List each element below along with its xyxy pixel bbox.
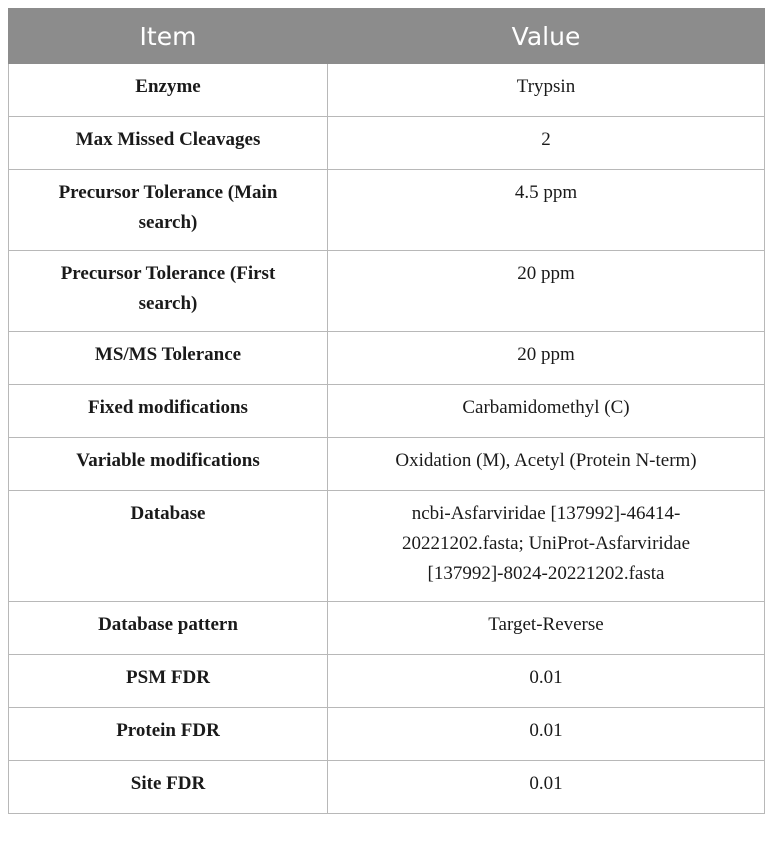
table-row (9, 602, 765, 655)
row-value: 20 ppm (328, 332, 765, 385)
row-item: Site FDR (9, 761, 328, 814)
table-row (9, 117, 765, 170)
row-item: Max Missed Cleavages (9, 117, 328, 170)
header-row (9, 9, 765, 64)
row-value: 0.01 (328, 655, 765, 708)
table-row (9, 761, 765, 814)
row-value: 0.01 (328, 761, 765, 814)
row-item: Precursor Tolerance (First search) (9, 251, 328, 332)
row-value: Carbamidomethyl (C) (328, 385, 765, 438)
row-value: Oxidation (M), Acetyl (Protein N-term) (328, 438, 765, 491)
row-item: Protein FDR (9, 708, 328, 761)
table-row (9, 170, 765, 251)
table-row (9, 64, 765, 117)
header-item: Item (9, 9, 328, 64)
row-value: 4.5 ppm (328, 170, 765, 251)
row-item: Precursor Tolerance (Main search) (9, 170, 328, 251)
table-row (9, 332, 765, 385)
row-item: Enzyme (9, 64, 328, 117)
row-value: 2 (328, 117, 765, 170)
row-item: Database pattern (9, 602, 328, 655)
row-item: Fixed modifications (9, 385, 328, 438)
parameters-table (8, 8, 765, 814)
table-row (9, 655, 765, 708)
row-value: 20 ppm (328, 251, 765, 332)
row-item: Database (9, 491, 328, 602)
row-item: PSM FDR (9, 655, 328, 708)
row-value: 0.01 (328, 708, 765, 761)
row-item: Variable modifications (9, 438, 328, 491)
row-value: ncbi-Asfarviridae [137992]-46414-20221202.fasta; UniProt-Asfarviridae [137992]-8024-20221202.fasta (328, 491, 765, 602)
table-row (9, 251, 765, 332)
row-value: Target-Reverse (328, 602, 765, 655)
table-row (9, 385, 765, 438)
row-item: MS/MS Tolerance (9, 332, 328, 385)
table-row (9, 708, 765, 761)
row-value: Trypsin (328, 64, 765, 117)
table-row (9, 491, 765, 602)
parameters-table-container (8, 8, 764, 814)
table-row (9, 438, 765, 491)
header-value: Value (328, 9, 765, 64)
